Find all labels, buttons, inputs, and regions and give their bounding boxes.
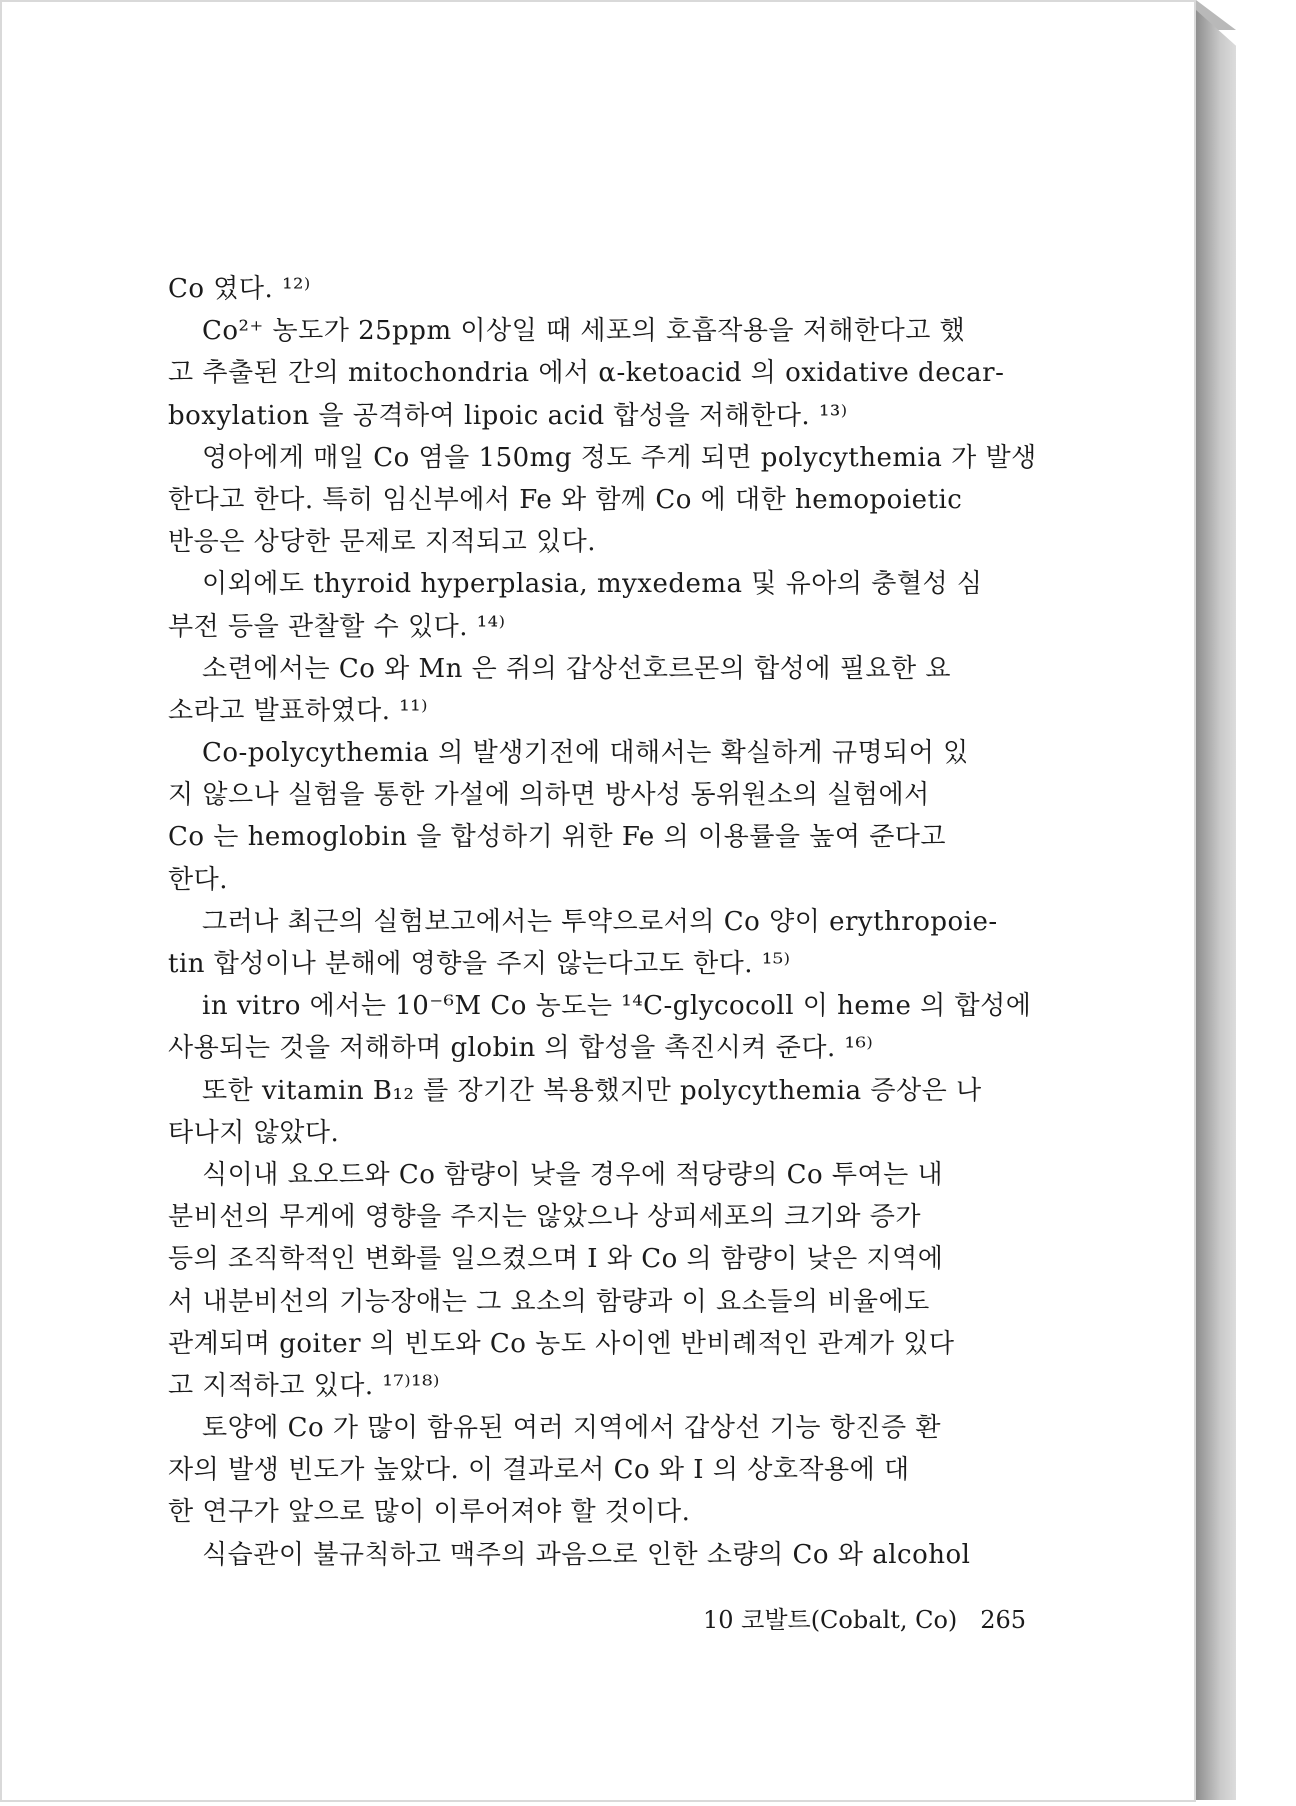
page-stack-edge [1196, 10, 1236, 1800]
text-line: 고 지적하고 있다. ¹⁷⁾¹⁸⁾ [168, 1370, 440, 1401]
text-line: 반응은 상당한 문제로 지적되고 있다. [168, 527, 597, 558]
text-line: tin 합성이나 분해에 영향을 주지 않는다고도 한다. ¹⁵⁾ [168, 949, 791, 979]
text-line: 한다고 한다. 특히 임신부에서 Fe 와 함께 Co 에 대한 hemopoietic [168, 484, 963, 515]
text-line: 이외에도 thyroid hyperplasia, myxedema 및 유아의 충혈성 심 [202, 569, 983, 600]
text-line: 토양에 Co 가 많이 함유된 여러 지역에서 갑상선 기능 항진증 환 [202, 1413, 941, 1444]
text-line: 식습관이 불규칙하고 맥주의 과음으로 인한 소량의 Co 와 alcohol [202, 1539, 971, 1570]
text-line: Co²⁺ 농도가 25ppm 이상일 때 세포의 호흡작용을 저해한다고 했 [202, 316, 966, 347]
text-line: 사용되는 것을 저해하며 globin 의 합성을 촉진시켜 준다. ¹⁶⁾ [168, 1033, 874, 1064]
text-line: 등의 조직학적인 변화를 일으켰으며 I 와 Co 의 함량이 낮은 지역에 [168, 1244, 944, 1275]
text-line: 고 추출된 간의 mitochondria 에서 α-ketoacid 의 oxidative decar- [168, 358, 1005, 389]
text-line: 분비선의 무게에 영향을 주지는 않았으나 상피세포의 크기와 증가 [168, 1202, 921, 1233]
text-line: Co 는 hemoglobin 을 합성하기 위한 Fe 의 이용률을 높여 준다고 [168, 822, 947, 853]
text-line: 관계되며 goiter 의 빈도와 Co 농도 사이엔 반비례적인 관계가 있다 [168, 1328, 955, 1359]
page-footer [686, 1600, 1026, 1635]
text-line: 한다. [168, 864, 228, 895]
running-head: 10 코발트(Cobalt, Co) [702, 1606, 958, 1634]
page-number: 265 [980, 1606, 1026, 1634]
text-line: boxylation 을 공격하여 lipoic acid 합성을 저해한다. ¹³⁾ [168, 400, 848, 431]
text-line: 그러나 최근의 실험보고에서는 투약으로서의 Co 양이 erythropoie- [202, 906, 998, 937]
text-line: 또한 vitamin B₁₂ 를 장기간 복용했지만 polycythemia 증상은 나 [202, 1075, 982, 1106]
text-line: 타나지 않았다. [168, 1117, 340, 1148]
text-line: 지 않으나 실험을 통한 가설에 의하면 방사성 동위원소의 실험에서 [168, 780, 930, 811]
text-line: 자의 발생 빈도가 높았다. 이 결과로서 Co 와 I 의 상호작용에 대 [168, 1455, 910, 1486]
text-line: in vitro 에서는 10⁻⁶M Co 농도는 ¹⁴C-glycocoll 이 heme 의 합성에 [202, 991, 1032, 1022]
text-line: 한 연구가 앞으로 많이 이루어져야 할 것이다. [168, 1497, 691, 1528]
text-line: 식이내 요오드와 Co 함량이 낮을 경우에 적당량의 Co 투여는 내 [202, 1159, 944, 1190]
body-text [168, 268, 1037, 1576]
text-line: 서 내분비선의 기능장애는 그 요소의 함량과 이 요소들의 비율에도 [168, 1286, 930, 1317]
text-line: 영아에게 매일 Co 염을 150mg 정도 주게 되면 polycythemia 가 발생 [202, 442, 1037, 473]
text-line: Co-polycythemia 의 발생기전에 대해서는 확실하게 규명되어 있 [202, 738, 969, 769]
text-line: 부전 등을 관찰할 수 있다. ¹⁴⁾ [168, 611, 506, 642]
text-line: Co 였다. ¹²⁾ [168, 274, 311, 304]
text-line: 소련에서는 Co 와 Mn 은 쥐의 갑상선호르몬의 합성에 필요한 요 [202, 653, 951, 684]
text-line: 소라고 발표하였다. ¹¹⁾ [168, 695, 428, 726]
